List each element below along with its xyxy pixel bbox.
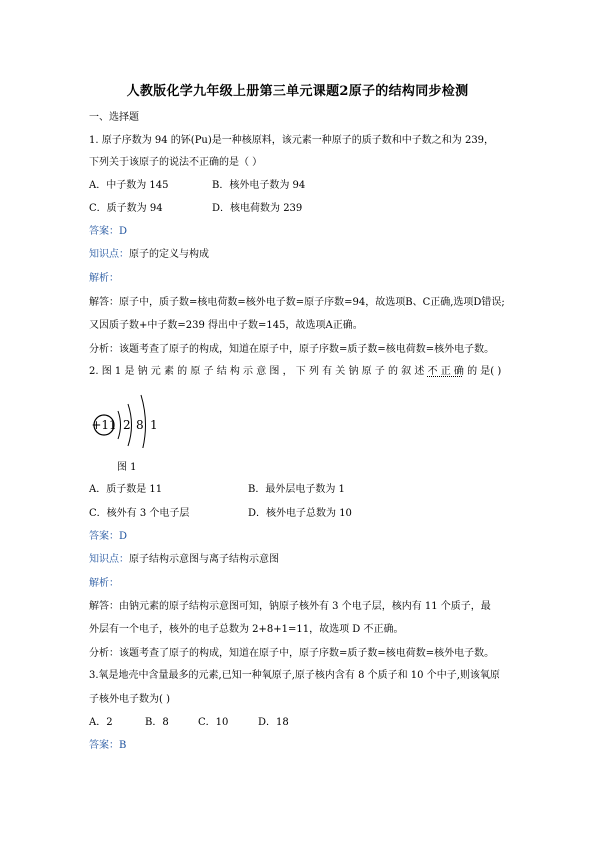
q2-answer: 答案：D bbox=[89, 531, 128, 542]
q1-knowledge-label: 知识点： bbox=[89, 249, 129, 260]
sodium-atom-diagram bbox=[86, 378, 176, 448]
section-heading: 一、选择题 bbox=[89, 112, 139, 123]
q2-knowledge-label: 知识点： bbox=[89, 554, 129, 565]
q3-stem-line1: 3.氧是地壳中含量最多的元素,已知一种氧原子,原子核内含有 8 个质子和 10 个中子,则该氧原 bbox=[89, 670, 500, 681]
q2-stem-pre: 2. 图 1 是 钠 元 素 的 原 子 结 构 示 意 图 ， 下 列 有 关 钠 原 子 的 叙 述 bbox=[89, 366, 428, 377]
q1-answer: 答案：D bbox=[89, 226, 128, 237]
shell-2-electrons: 8 bbox=[136, 418, 144, 432]
q2-stem bbox=[89, 366, 501, 378]
q1-option-b: B．核外电子数为 94 bbox=[212, 180, 306, 191]
q2-stem-emphasis: 不 正 确 bbox=[427, 366, 464, 377]
q2-knowledge: 原子结构示意图与离子结构示意图 bbox=[129, 554, 279, 565]
q3-option-c: C．10 bbox=[198, 717, 229, 728]
nucleus-charge: +11 bbox=[91, 418, 117, 432]
shell-3-electrons: 1 bbox=[150, 418, 158, 432]
q3-option-b: B．8 bbox=[145, 717, 169, 728]
q2-analysis-label: 解析： bbox=[89, 578, 119, 589]
q1-option-a: A．中子数为 145 bbox=[89, 180, 169, 191]
q1-option-d: D．核电荷数为 239 bbox=[212, 203, 303, 214]
q1-option-c: C．质子数为 94 bbox=[89, 203, 163, 214]
page-title: 人教版化学九年级上册第三单元课题2原子的结构同步检测 bbox=[126, 84, 469, 99]
q2-option-c: C．核外有 3 个电子层 bbox=[89, 508, 190, 519]
q1-stem-line1: 1. 原子序数为 94 的钚(Pu)是一种核原料，该元素一种原子的质子数和中子数之和为 239， bbox=[89, 135, 495, 146]
q2-option-b: B．最外层电子数为 1 bbox=[248, 484, 345, 495]
q1-note: 分析：该题考查了原子的构成，知道在原子中，原子序数=质子数=核电荷数=核外电子数。 bbox=[89, 344, 495, 355]
q3-option-a: A．2 bbox=[89, 717, 113, 728]
q1-stem-line2: 下列关于该原子的说法不正确的是（ ） bbox=[89, 157, 263, 168]
q2-knowledge-row bbox=[89, 554, 279, 566]
q2-stem-post: 的 是( ) bbox=[463, 366, 502, 377]
q2-solution-line2: 外层有一个电子，核外的电子总数为 2+8+1=11，故选项 D 不正确。 bbox=[89, 624, 404, 635]
q3-option-d: D．18 bbox=[258, 717, 289, 728]
q2-option-d: D．核外电子总数为 10 bbox=[248, 508, 352, 519]
shell-arc-1 bbox=[118, 411, 121, 439]
q3-stem-line2: 子核外电子数为( ) bbox=[89, 694, 170, 705]
q1-knowledge-row bbox=[89, 249, 209, 261]
q2-note: 分析：该题考查了原子的构成，知道在原子中，原子序数=质子数=核电荷数=核外电子数。 bbox=[89, 648, 495, 659]
q1-solution-line2: 又因质子数+中子数=239 得出中子数=145，故选项A正确。 bbox=[89, 320, 363, 331]
q2-option-a: A．质子数是 11 bbox=[89, 484, 163, 495]
q2-solution-line1: 解答：由钠元素的原子结构示意图可知，钠原子核外有 3 个电子层，核内有 11 个质子，最 bbox=[89, 601, 491, 612]
q1-analysis-label: 解析： bbox=[89, 273, 119, 284]
figure-caption: 图 1 bbox=[117, 462, 137, 473]
q3-answer: 答案：B bbox=[89, 740, 127, 751]
q1-solution-line1: 解答：原子中，质子数=核电荷数=核外电子数=原子序数=94，故选项B、C正确,选项D错误; bbox=[89, 297, 505, 308]
shell-1-electrons: 2 bbox=[123, 418, 131, 432]
q1-knowledge: 原子的定义与构成 bbox=[129, 249, 209, 260]
